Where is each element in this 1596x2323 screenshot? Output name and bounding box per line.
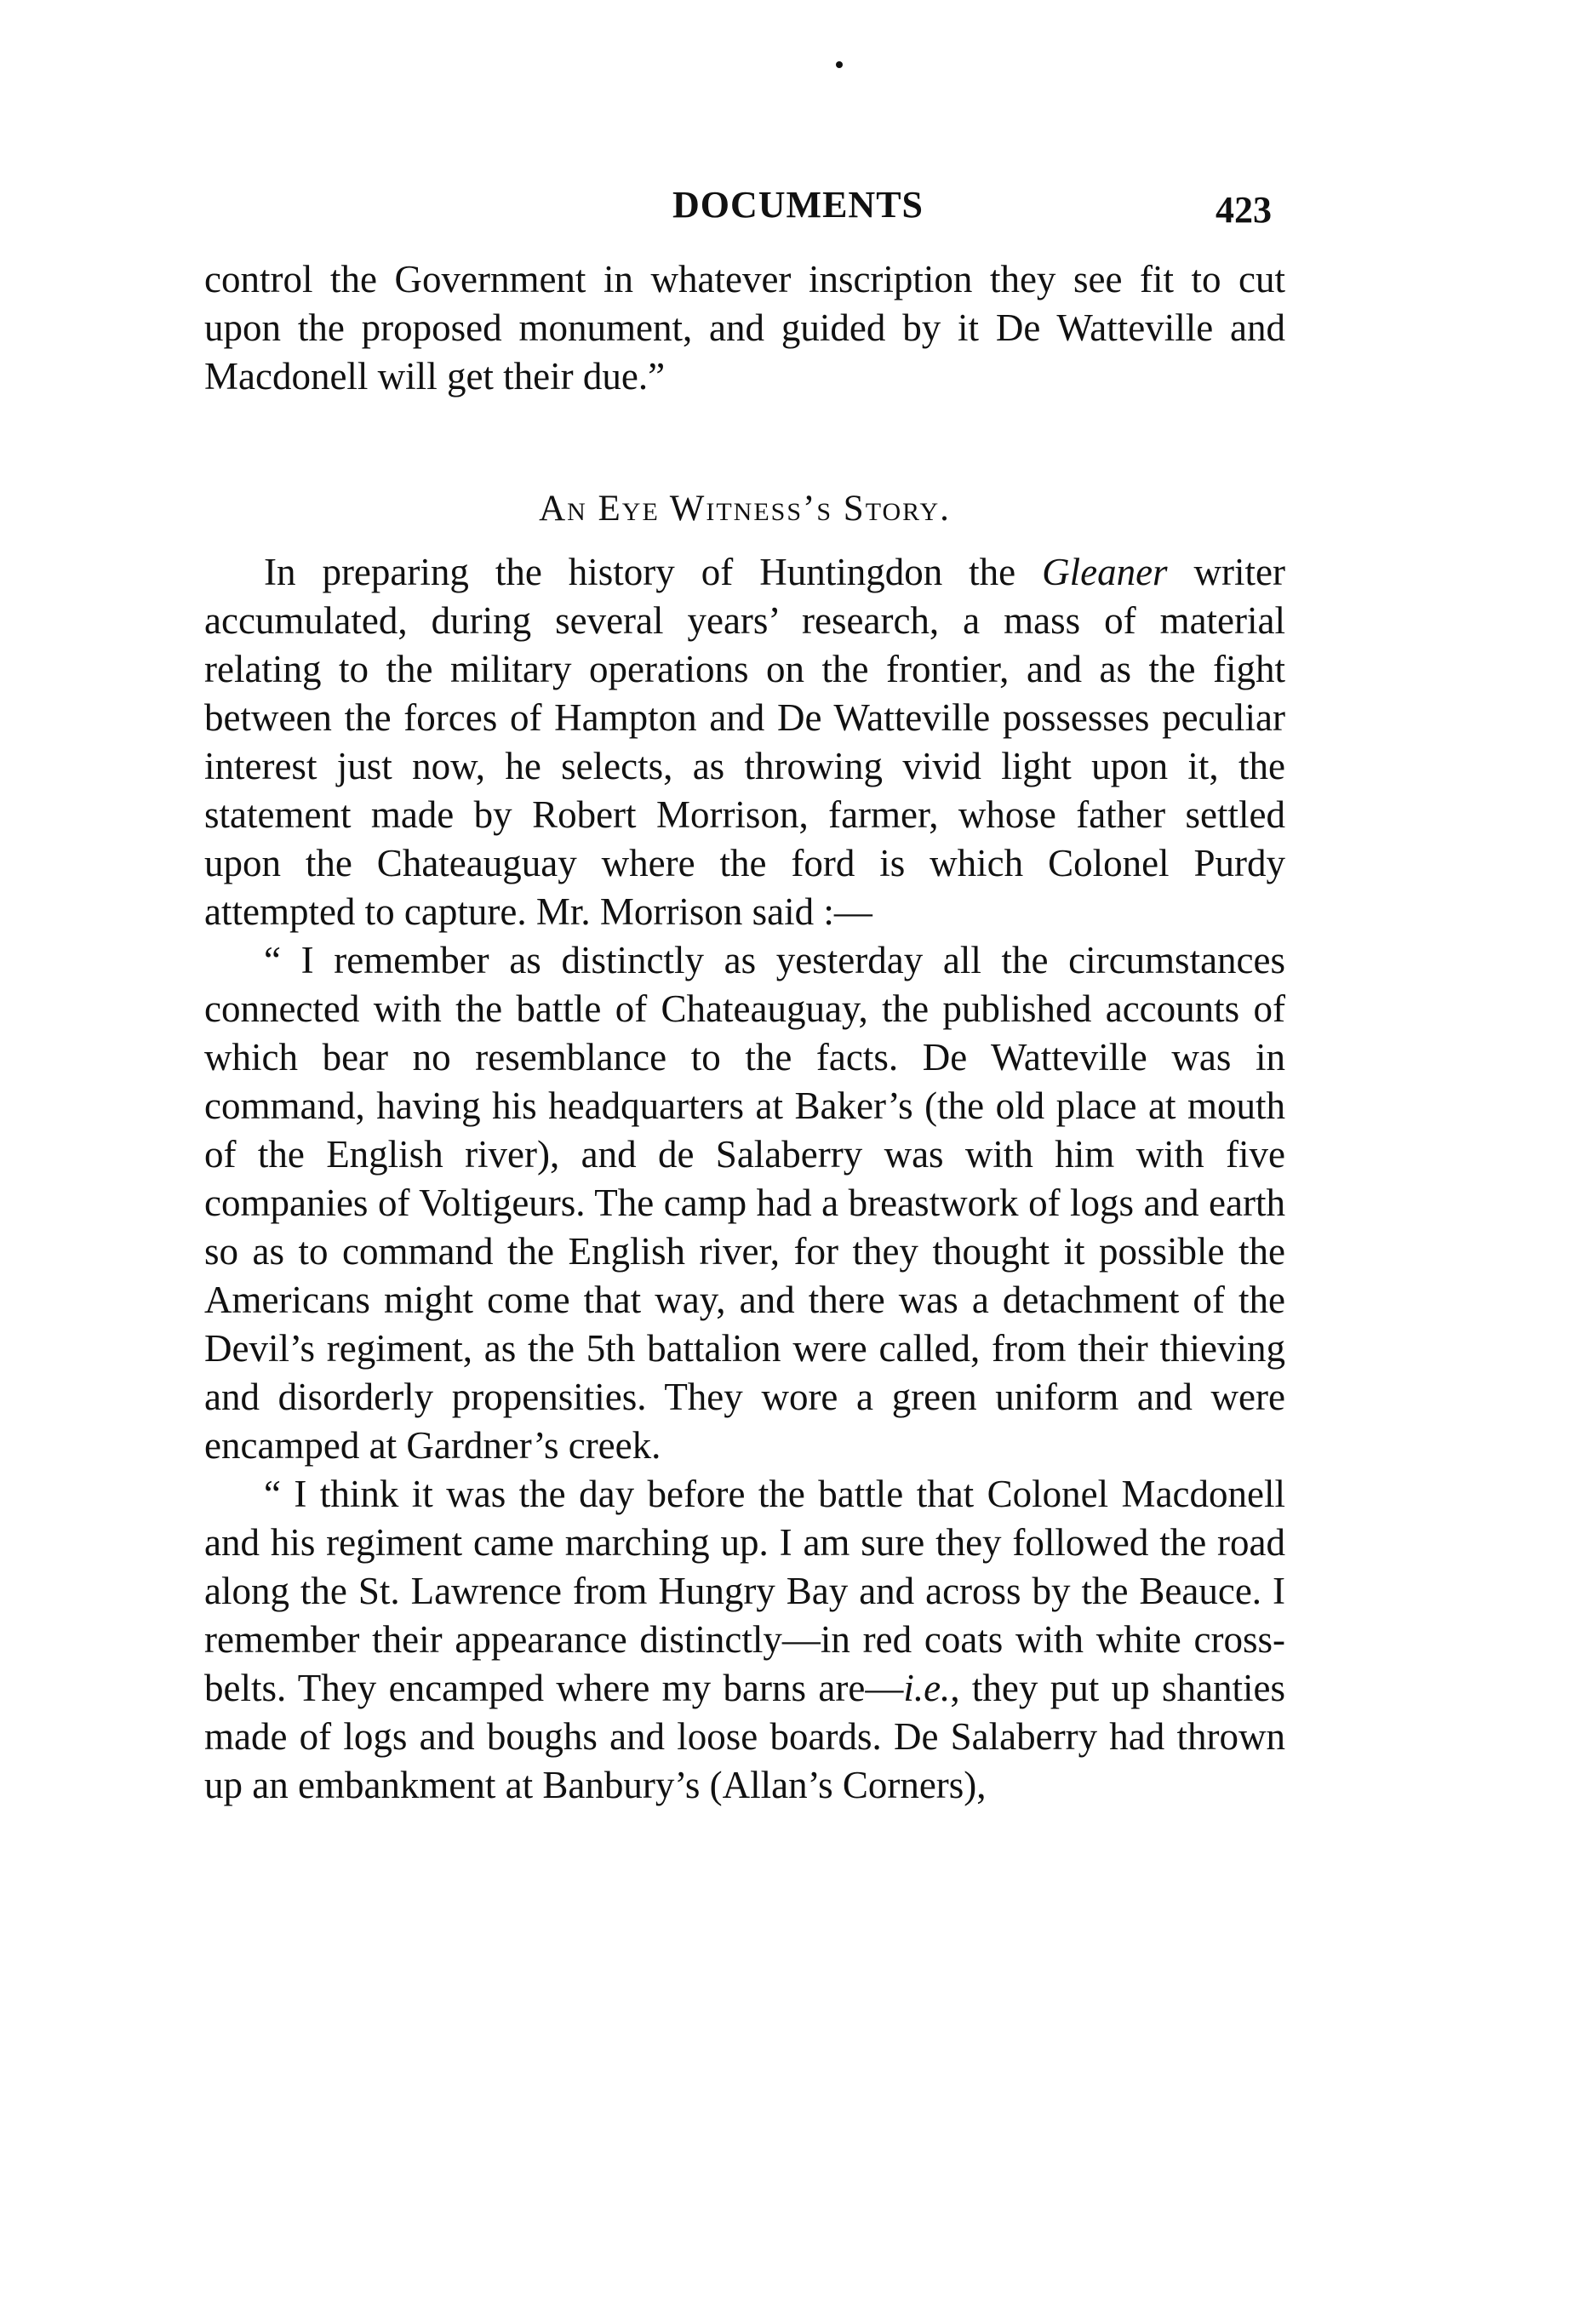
paragraph-quote-2-text-a: “ I think it was the day before the battle that Colonel Macdonell and his regiment came marching up. I am sure they followed the road along the St. Lawrence from Hungry Bay and across by the Beauce. I remember their appearance distinctly—in red coats with white cross-belts. They encamped where my barns are—	[204, 1473, 1285, 1709]
section-heading: An Eye Witness’s Story.	[539, 489, 951, 529]
page-number: 423	[1216, 189, 1272, 231]
ie-italic: i.e.	[903, 1667, 951, 1709]
text-block	[204, 255, 1285, 1810]
ink-speck	[836, 61, 843, 68]
paragraph-intro-text-a: In preparing the history of Huntingdon the	[264, 551, 1043, 593]
paragraph-quote-1: “ I remember as distinctly as yesterday all the circumstances connected with the battle of Chateauguay, the published accounts of which bear no resemblance to the facts. De Watteville was in command, having his headquarters at Baker’s (the old place at mouth of the English river), and de Salaberry was with him with five companies of Voltigeurs. The camp had a breastwork of logs and earth so as to command the English river, for they thought it possible the Americans might come that way, and there was a detachment of the Devil’s regiment, as the 5th battalion were called, from their thieving and disorderly propensities. They wore a green uniform and were encamped at Gardner’s creek.	[204, 939, 1285, 1467]
gleaner-italic: Gleaner	[1042, 551, 1168, 593]
paragraph-intro-text-b: writer accumulated, during several years’ research, a mass of material relating to the military operations on the frontier, and as the fight between the forces of Hampton and De Watteville possesses peculiar interest just now, he selects, as throwing vivid light upon it, the statement made by Robert Morrison, farmer, whose father settled upon the Chateauguay where the ford is which Colonel Purdy attempted to capture. Mr. Morrison said :—	[204, 551, 1285, 933]
running-head: DOCUMENTS	[672, 184, 924, 226]
paragraph-intro	[204, 548, 1285, 936]
paragraph-quote-2	[204, 1470, 1285, 1810]
continuation-paragraph: control the Government in whatever inscription they see fit to cut upon the proposed monument, and guided by it De Watteville and Macdonell will get their due.”	[204, 258, 1285, 398]
paragraph-quote-2-text-b: , they put up shanties made of logs and boughs and loose boards. De Salaberry had thrown up an embankment at Banbury’s (Allan’s Corners),	[204, 1667, 1285, 1806]
page-header	[0, 183, 1596, 234]
